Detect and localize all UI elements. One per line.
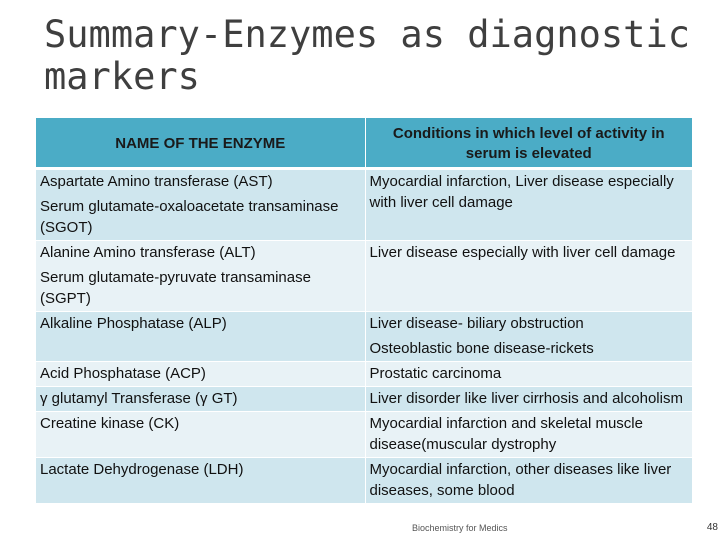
- enzyme-cell: [36, 458, 365, 504]
- header-conditions: Conditions in which level of activity in serum is elevated: [365, 118, 692, 169]
- condition-text: Liver disease- biliary obstruction: [369, 315, 584, 332]
- condition-cell: [365, 387, 692, 412]
- table-row: [36, 312, 692, 362]
- enzyme-name-text: Acid Phosphatase (ACP): [40, 365, 206, 382]
- table-row: [36, 241, 692, 312]
- enzyme-name-text: Alkaline Phosphatase (ALP): [40, 315, 227, 332]
- table-row: [36, 458, 692, 504]
- enzyme-cell: [36, 169, 365, 241]
- condition-text: Prostatic carcinoma: [369, 365, 502, 382]
- page-number: 48: [706, 522, 718, 533]
- table-row: [36, 362, 692, 387]
- condition-text: Osteoblastic bone disease-rickets: [369, 340, 594, 357]
- condition-text: Liver disease especially with liver cell damage: [369, 244, 676, 261]
- condition-text: Myocardial infarction and skeletal muscle disease(muscular dystrophy: [369, 415, 643, 453]
- condition-text: Myocardial infarction, Liver disease especially with liver cell damage: [369, 173, 674, 211]
- enzyme-cell: [36, 387, 365, 412]
- condition-text: Liver disorder like liver cirrhosis and alcoholism: [369, 390, 683, 407]
- table-row: [36, 412, 692, 458]
- enzyme-name-text: Aspartate Amino transferase (AST): [40, 173, 273, 190]
- enzyme-name-text: Serum glutamate-oxaloacetate transaminase (SGOT): [40, 198, 339, 236]
- table-row: [36, 169, 692, 241]
- enzyme-cell: [36, 412, 365, 458]
- enzyme-name-text: Serum glutamate-pyruvate transaminase (SGPT): [40, 269, 311, 307]
- condition-cell: [365, 241, 692, 312]
- enzyme-table-container: [36, 118, 692, 546]
- slide-title-line-2: markers: [44, 55, 200, 98]
- enzyme-name-text: Alanine Amino transferase (ALT): [40, 244, 256, 261]
- enzyme-cell: [36, 241, 365, 312]
- footer-text: Biochemistry for Medics: [412, 523, 508, 533]
- condition-cell: [365, 362, 692, 387]
- slide-title: [44, 14, 714, 98]
- enzyme-name-text: Lactate Dehydrogenase (LDH): [40, 461, 244, 478]
- condition-text: Myocardial infarction, other diseases like liver diseases, some blood: [369, 461, 672, 499]
- enzyme-name-text: γ glutamyl Transferase (γ GT): [40, 390, 238, 407]
- condition-cell: [365, 458, 692, 504]
- enzyme-table: [36, 118, 692, 504]
- condition-cell: [365, 412, 692, 458]
- table-body: [36, 169, 692, 504]
- condition-cell: [365, 169, 692, 241]
- header-enzyme-name: NAME OF THE ENZYME: [36, 118, 365, 169]
- enzyme-cell: [36, 362, 365, 387]
- condition-cell: [365, 312, 692, 362]
- table-row: [36, 387, 692, 412]
- enzyme-name-text: Creatine kinase (CK): [40, 415, 180, 432]
- slide-title-line-1: Summary-Enzymes as diagnostic: [44, 13, 691, 56]
- enzyme-cell: [36, 312, 365, 362]
- table-header-row: [36, 118, 692, 169]
